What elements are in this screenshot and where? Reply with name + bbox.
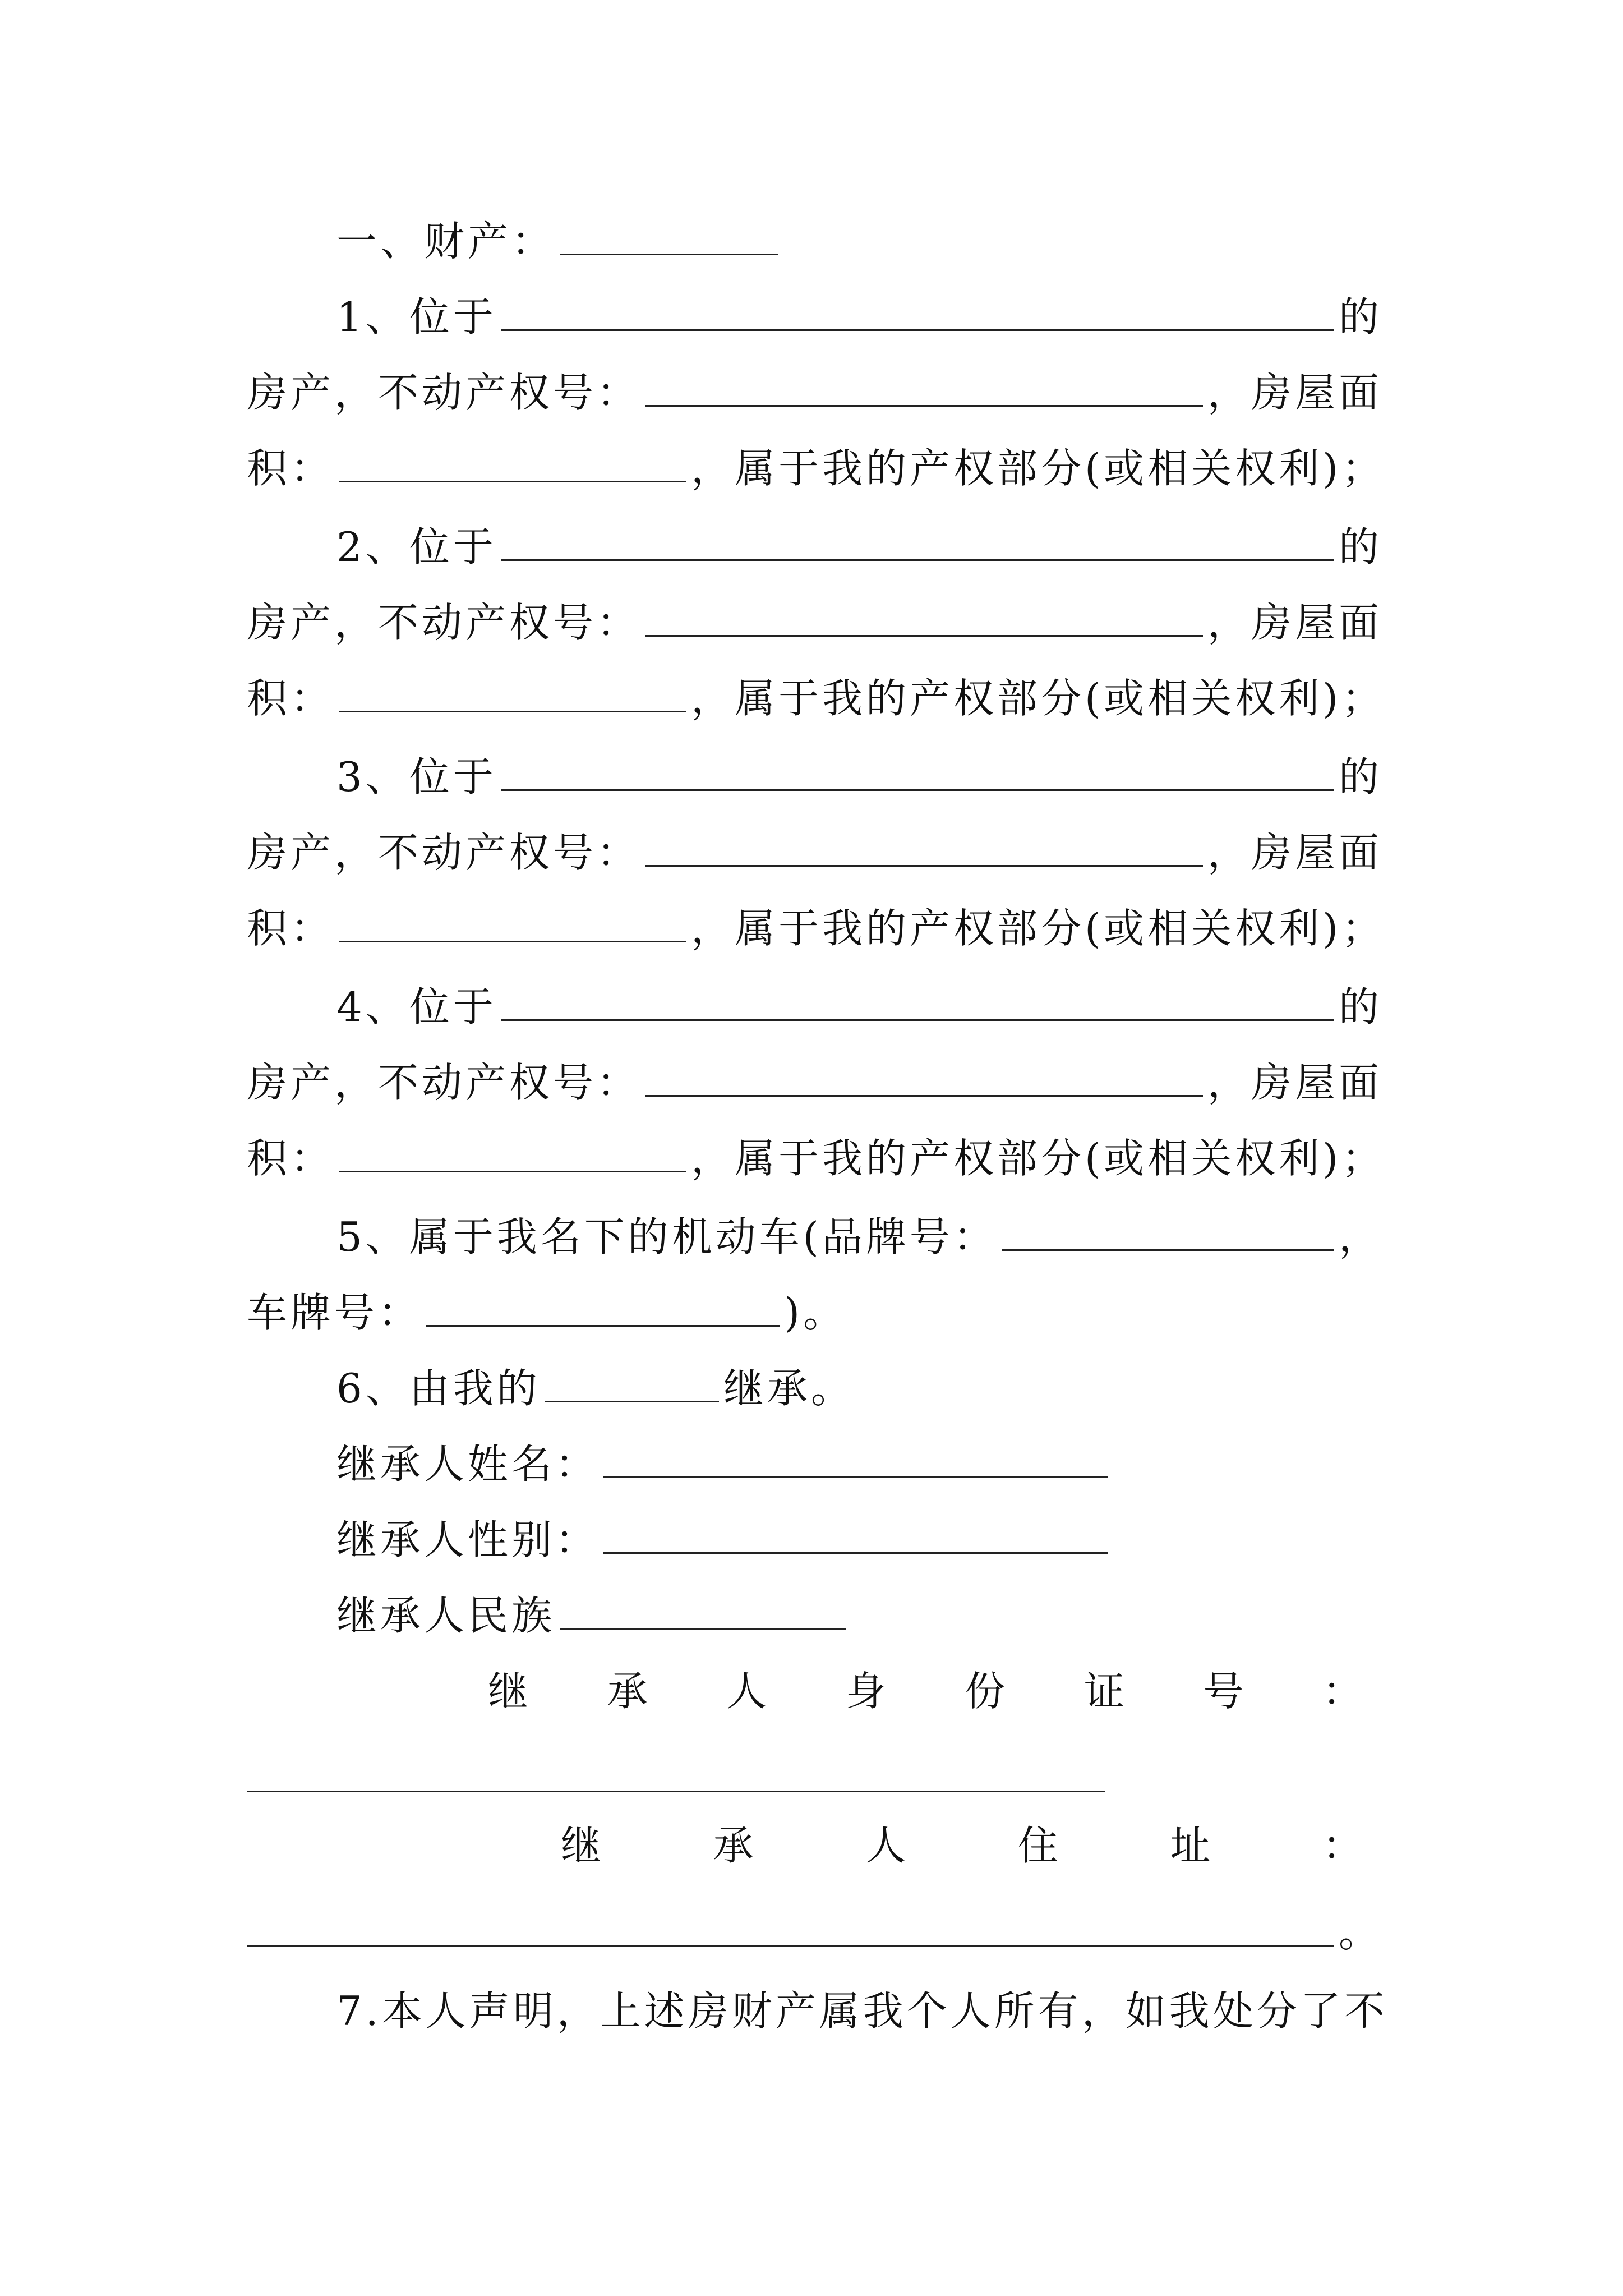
property-2-location-blank — [501, 519, 1334, 561]
property-heading-label: 一、财产： — [336, 218, 556, 265]
property-1-location-blank — [501, 289, 1334, 331]
property-3-cert-label: 房产，不动产权号： — [247, 829, 641, 876]
property-2-label: 2、位于 — [336, 523, 497, 570]
heir-address-blank — [247, 1904, 1334, 1947]
heir-id-char: 人 — [726, 1668, 767, 1715]
property-4-cert-label: 房产，不动产权号： — [247, 1059, 641, 1106]
property-heading — [247, 210, 1382, 272]
property-3-line-2 — [247, 822, 1382, 884]
property-4-rights-text: ，属于我的产权部分(或相关权利)； — [691, 1135, 1386, 1182]
heir-id-char: 继 — [488, 1668, 529, 1715]
property-2-area-cont: 积： — [247, 675, 335, 722]
property-3-rights-text: ，属于我的产权部分(或相关权利)； — [691, 905, 1386, 952]
vehicle-brand-blank — [1002, 1209, 1334, 1251]
heir-address-char: 人 — [865, 1822, 906, 1869]
property-4-label: 4、位于 — [336, 983, 497, 1030]
heir-ethnic-line — [247, 1585, 1382, 1646]
heir-gender-line — [247, 1509, 1382, 1571]
heir-address-char: 住 — [1017, 1822, 1058, 1869]
inherit-suffix: 继承。 — [723, 1365, 855, 1412]
property-3-area-label: ，房屋面 — [1207, 829, 1382, 876]
heir-address-char: 继 — [561, 1822, 602, 1869]
inherit-by-label: 6、由我的 — [336, 1365, 541, 1412]
property-4-area-cont: 积： — [247, 1135, 335, 1182]
property-4-cert-blank — [645, 1055, 1203, 1097]
property-1-suffix: 的 — [1338, 293, 1382, 341]
heir-gender-label: 继承人性别： — [336, 1516, 600, 1563]
property-4-area-label: ，房屋面 — [1207, 1059, 1382, 1106]
property-1-cert-label: 房产，不动产权号： — [247, 369, 641, 416]
heir-id-char: 证 — [1083, 1668, 1124, 1715]
heir-id-char: 身 — [845, 1668, 886, 1715]
property-3-location-blank — [501, 749, 1334, 791]
heir-id-label — [488, 1660, 1363, 1722]
property-1-area-label: ，房屋面 — [1207, 369, 1382, 416]
heir-name-label: 继承人姓名： — [336, 1441, 600, 1488]
vehicle-plate-blank — [426, 1285, 780, 1327]
heir-id-blank — [247, 1789, 1105, 1792]
inherit-line — [247, 1358, 1382, 1419]
property-3-area-cont: 积： — [247, 905, 335, 952]
property-3-line-1 — [247, 746, 1382, 808]
property-4-line-1 — [247, 976, 1382, 1038]
heir-id-char: ： — [1322, 1668, 1363, 1715]
heir-address-char: ： — [1322, 1822, 1363, 1869]
vehicle-line-1 — [247, 1206, 1382, 1268]
property-2-line-1 — [247, 516, 1382, 578]
property-4-line-2 — [247, 1052, 1382, 1114]
property-3-area-blank — [339, 900, 686, 942]
property-3-suffix: 的 — [1338, 753, 1382, 800]
property-2-line-2 — [247, 592, 1382, 654]
property-2-suffix: 的 — [1338, 523, 1382, 570]
property-1-line-2 — [247, 362, 1382, 424]
heir-name-line — [247, 1433, 1382, 1495]
heir-id-char: 承 — [607, 1668, 648, 1715]
declaration-text: 7.本人声明，上述房财产属我个人所有，如我处分了不 — [336, 1987, 1388, 2035]
vehicle-line-2 — [247, 1282, 1382, 1343]
vehicle-close: )。 — [784, 1289, 847, 1336]
property-4-suffix: 的 — [1338, 983, 1382, 1030]
heir-address-label — [561, 1815, 1363, 1876]
heir-address-char: 承 — [713, 1822, 754, 1869]
property-1-line-3 — [247, 438, 1386, 499]
heir-name-blank — [603, 1436, 1108, 1478]
property-3-cert-blank — [645, 825, 1203, 867]
property-4-location-blank — [501, 979, 1334, 1021]
property-2-cert-blank — [645, 595, 1203, 637]
inherit-relation-blank — [545, 1360, 719, 1402]
property-2-area-blank — [339, 670, 686, 712]
property-2-line-3 — [247, 668, 1386, 729]
property-3-label: 3、位于 — [336, 753, 497, 800]
heir-ethnic-blank — [560, 1588, 846, 1630]
declaration-line — [247, 1980, 1388, 2042]
property-3-line-3 — [247, 898, 1386, 959]
heir-ethnic-label: 继承人民族 — [336, 1592, 556, 1639]
property-4-line-3 — [247, 1128, 1386, 1189]
heir-id-char: 号 — [1203, 1668, 1244, 1715]
vehicle-brand-label: 5、属于我名下的机动车(品牌号： — [336, 1213, 997, 1260]
property-2-area-label: ，房屋面 — [1207, 599, 1382, 646]
vehicle-comma: ， — [1338, 1213, 1382, 1260]
property-1-label: 1、位于 — [336, 293, 497, 341]
property-1-area-blank — [339, 440, 686, 482]
property-heading-blank — [560, 213, 778, 255]
property-2-cert-label: 房产，不动产权号： — [247, 599, 641, 646]
property-1-line-1 — [247, 286, 1382, 348]
property-2-rights-text: ，属于我的产权部分(或相关权利)； — [691, 675, 1386, 722]
heir-gender-blank — [603, 1512, 1108, 1554]
heir-address-line — [247, 1902, 1382, 1963]
property-4-area-blank — [339, 1130, 686, 1172]
heir-address-char: 址 — [1170, 1822, 1211, 1869]
heir-address-end: 。 — [1338, 1909, 1382, 1956]
property-1-cert-blank — [645, 365, 1203, 407]
vehicle-plate-label: 车牌号： — [247, 1289, 422, 1336]
property-1-rights-text: ，属于我的产权部分(或相关权利)； — [691, 445, 1386, 492]
property-1-area-cont: 积： — [247, 445, 335, 492]
heir-id-char: 份 — [965, 1668, 1006, 1715]
